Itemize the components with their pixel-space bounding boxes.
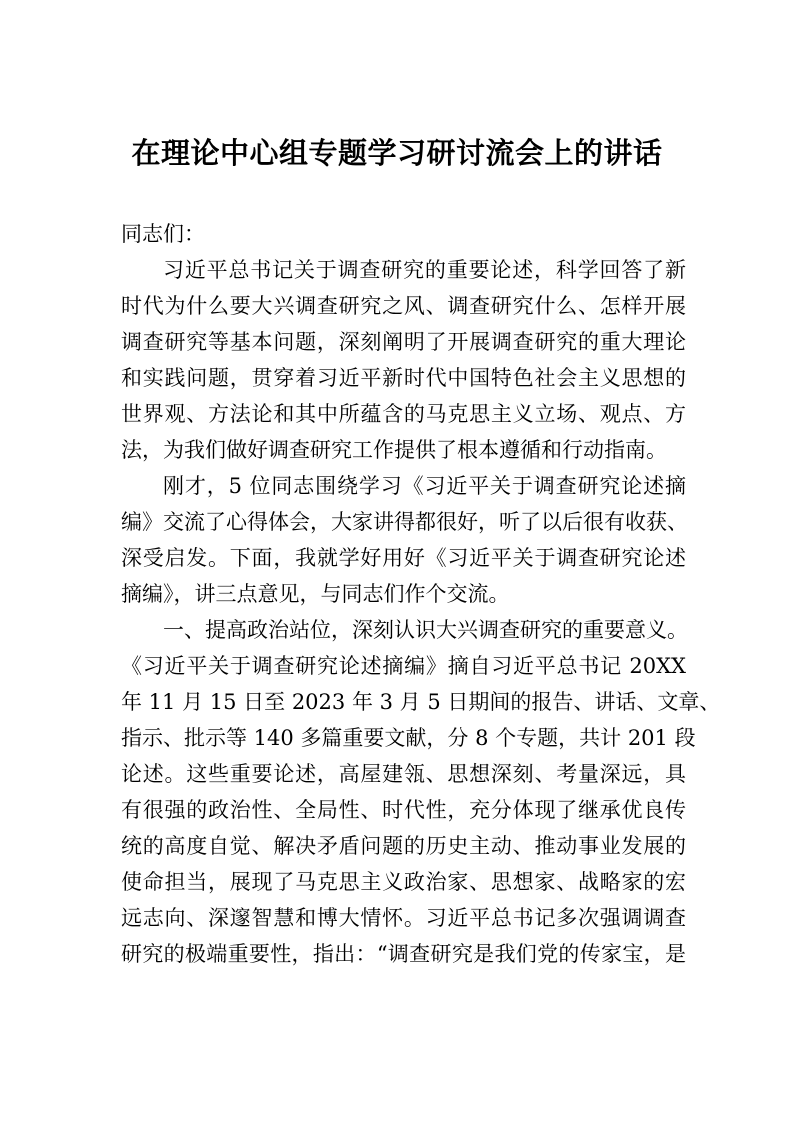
salutation: 同志们： bbox=[121, 222, 205, 246]
body-line: 法，为我们做好调查研究工作提供了根本遵循和行动指南。 bbox=[121, 438, 667, 462]
body-line: 深受启发。下面，我就学好用好《习近平关于调查研究论述 bbox=[121, 546, 686, 570]
body-line: 远志向、深邃智慧和博大情怀。习近平总书记多次强调调查 bbox=[121, 906, 686, 930]
section-heading-line: 一、提高政治站位，深刻认识大兴调查研究的重要意义。 bbox=[163, 618, 688, 642]
body-line: 有很强的政治性、全局性、时代性，充分体现了继承优良传 bbox=[121, 798, 686, 822]
body-line: 世界观、方法论和其中所蕴含的马克思主义立场、观点、方 bbox=[121, 402, 686, 426]
body-line: 调查研究等基本问题，深刻阐明了开展调查研究的重大理论 bbox=[121, 330, 686, 354]
body-line: 刚才，5 位同志围绕学习《习近平关于调查研究论述摘 bbox=[163, 474, 686, 498]
body-line: 年 11 月 15 日至 2023 年 3 月 5 日期间的报告、讲话、文章、 bbox=[121, 690, 721, 714]
document-title: 在理论中心组专题学习研讨流会上的讲话 bbox=[131, 136, 663, 170]
body-line: 编》交流了心得体会，大家讲得都很好，听了以后很有收获、 bbox=[121, 510, 688, 534]
body-line: 习近平总书记关于调查研究的重要论述，科学回答了新 bbox=[163, 258, 686, 282]
body-line: 指示、批示等 140 多篇重要文献，分 8 个专题，共计 201 段 bbox=[121, 726, 696, 750]
body-line: 使命担当，展现了马克思主义政治家、思想家、战略家的宏 bbox=[121, 870, 686, 894]
body-line: 统的高度自觉、解决矛盾问题的历史主动、推动事业发展的 bbox=[121, 834, 686, 858]
body-line: 研究的极端重要性，指出：“调查研究是我们党的传家宝，是 bbox=[121, 942, 686, 966]
body-line: 时代为什么要大兴调查研究之风、调查研究什么、怎样开展 bbox=[121, 294, 686, 318]
body-line: 摘编》，讲三点意见，与同志们作个交流。 bbox=[121, 582, 510, 606]
body-line: 《习近平关于调查研究论述摘编》摘自习近平总书记 20XX bbox=[121, 654, 686, 678]
body-line: 论述。这些重要论述，高屋建瓴、思想深刻、考量深远，具 bbox=[121, 762, 686, 786]
body-line: 和实践问题，贯穿着习近平新时代中国特色社会主义思想的 bbox=[121, 366, 686, 390]
